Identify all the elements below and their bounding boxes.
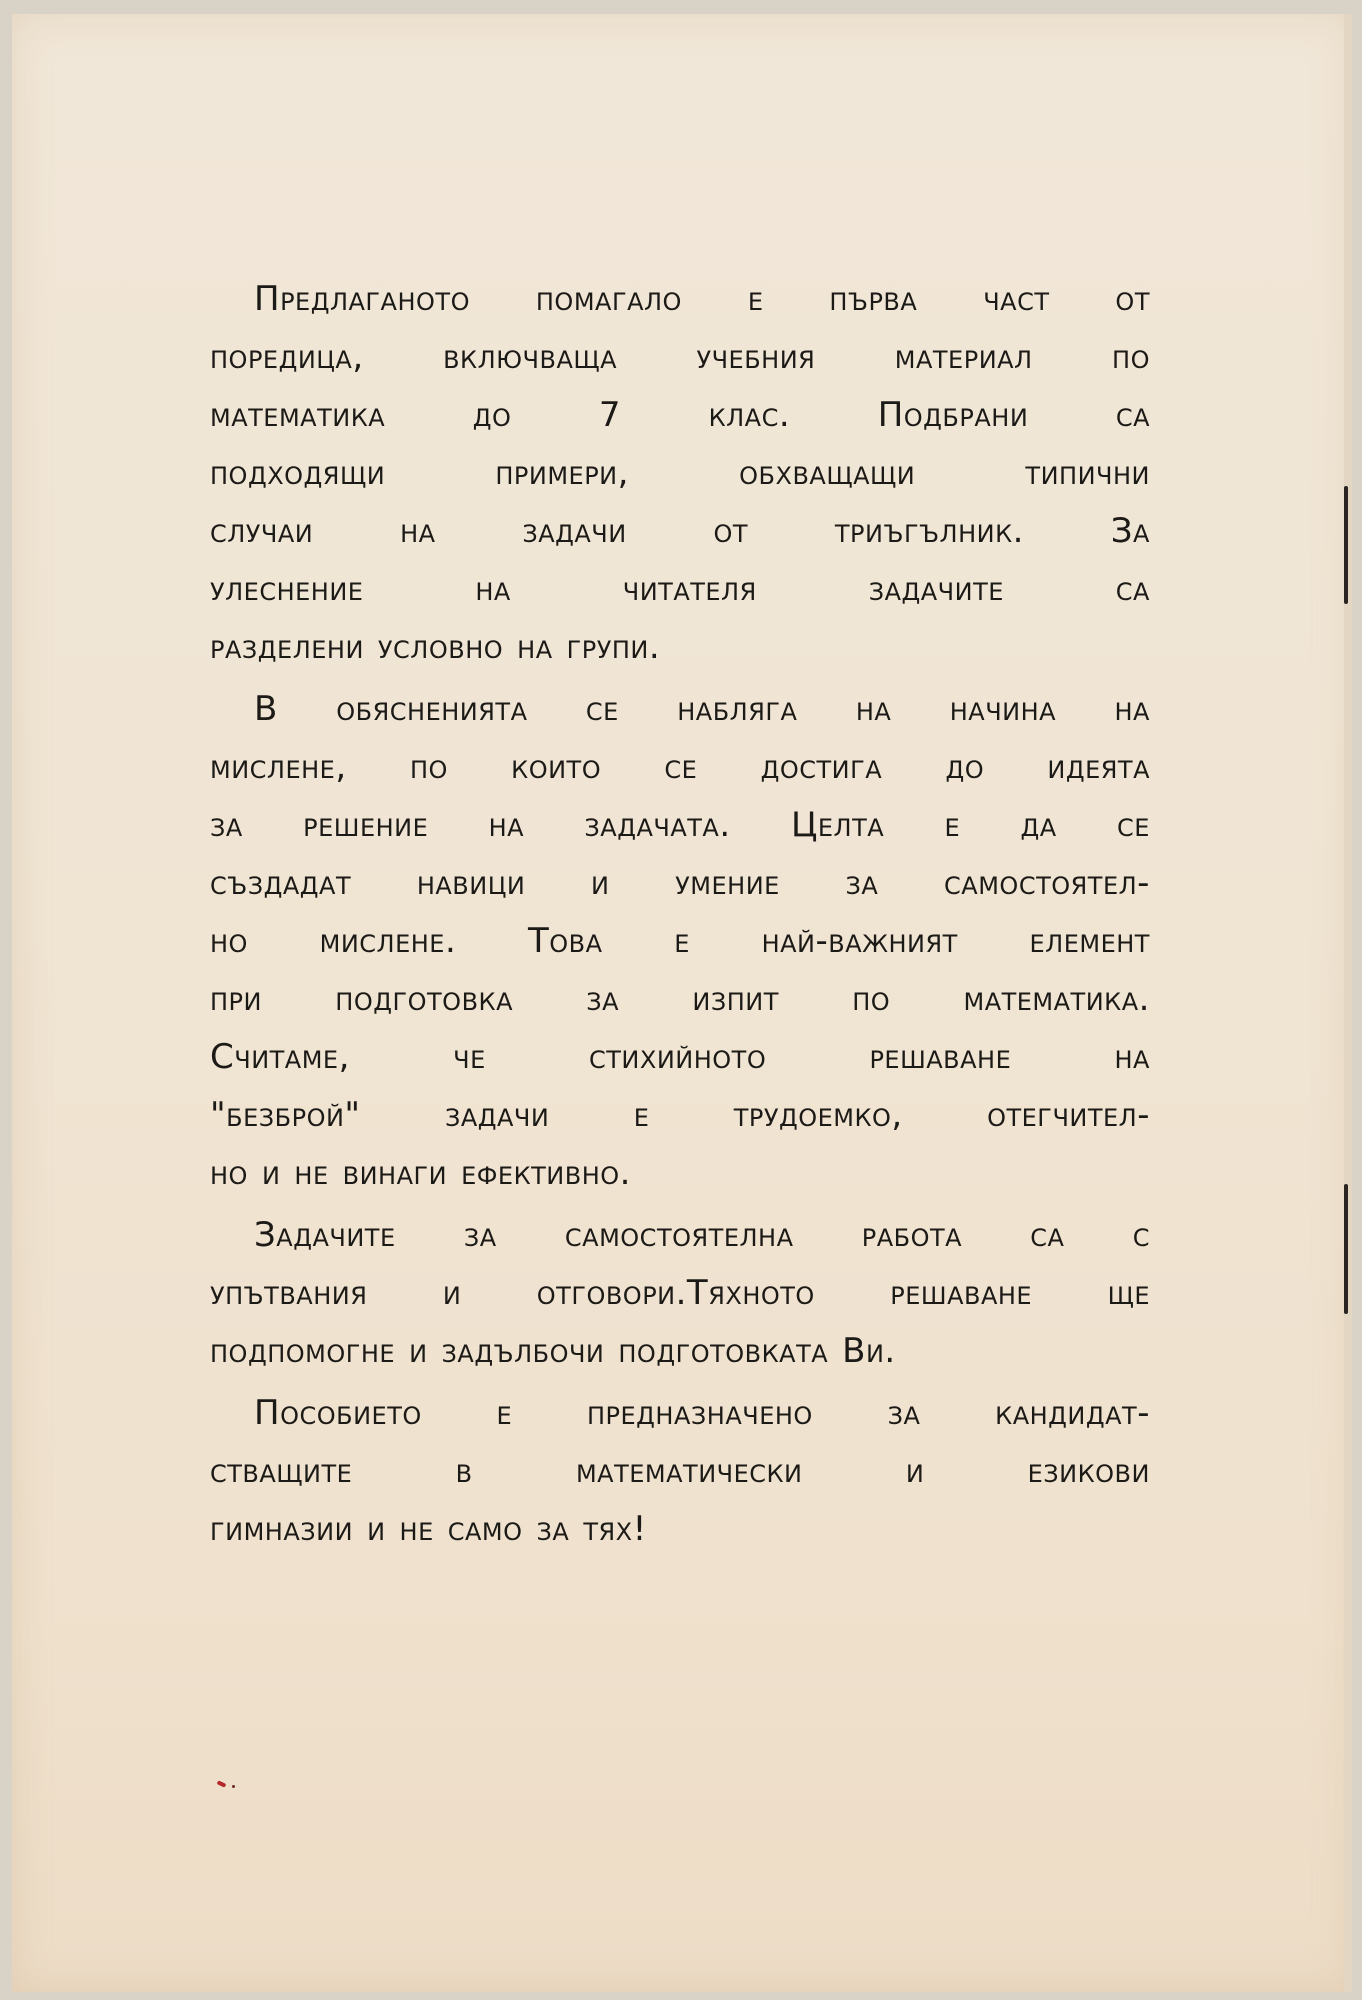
- word: тях!: [583, 1509, 647, 1549]
- text-line: [210, 1264, 1150, 1322]
- word: са: [1030, 1215, 1065, 1255]
- text-line: [210, 912, 1150, 970]
- word: групи.: [566, 627, 661, 667]
- word: за: [210, 805, 243, 845]
- text-line: [210, 444, 1150, 502]
- word: предназначено: [586, 1393, 813, 1433]
- word: учебния: [696, 337, 816, 377]
- word: Ви.: [842, 1331, 896, 1371]
- word: езикови: [1027, 1451, 1150, 1491]
- word: на: [1114, 1037, 1150, 1077]
- word: типични: [1025, 453, 1150, 493]
- word: математика.: [963, 979, 1150, 1019]
- word: включваща: [443, 337, 618, 377]
- word: Задачите: [254, 1215, 396, 1255]
- text-line: [210, 270, 1150, 328]
- word: е: [633, 1095, 650, 1135]
- word: на: [488, 805, 525, 845]
- word: елемент: [1029, 921, 1150, 961]
- word: триъгълник.: [834, 511, 1024, 551]
- word: и: [591, 863, 610, 903]
- word: отговори.Тяхното: [536, 1273, 815, 1313]
- word: отегчител-: [987, 1095, 1150, 1135]
- word: са: [1115, 569, 1150, 609]
- text-line: [210, 738, 1150, 796]
- text-line: [210, 386, 1150, 444]
- word: Подбрани: [877, 395, 1029, 435]
- word: и: [409, 1331, 428, 1371]
- word: от: [1115, 279, 1150, 319]
- word: при: [210, 979, 262, 1019]
- word: случаи: [210, 511, 314, 551]
- word: за: [536, 1509, 570, 1549]
- word: с: [1132, 1215, 1150, 1255]
- word: на: [517, 627, 553, 667]
- text-line: [210, 1028, 1150, 1086]
- word: помагало: [535, 279, 682, 319]
- text-line: [210, 796, 1150, 854]
- text-line: [210, 1384, 1150, 1442]
- book-page: [12, 14, 1352, 1992]
- text-line: [210, 560, 1150, 618]
- word: на: [400, 511, 436, 551]
- text-line: [210, 1206, 1150, 1264]
- page-edge: [1344, 14, 1352, 1992]
- paragraph: [210, 680, 1150, 1202]
- word: математически: [575, 1451, 803, 1491]
- word: подготовка: [335, 979, 513, 1019]
- word: и: [905, 1451, 925, 1491]
- word: за: [887, 1393, 921, 1433]
- word: на: [1114, 689, 1150, 729]
- word: не: [399, 1509, 434, 1549]
- word: за: [586, 979, 620, 1019]
- binding-mark-lower: [1344, 1184, 1348, 1314]
- word: 7: [598, 395, 622, 435]
- text-line: [210, 680, 1150, 738]
- word: разделени: [210, 627, 364, 667]
- word: ще: [1107, 1273, 1150, 1313]
- word: е: [496, 1393, 513, 1433]
- word: примери,: [495, 453, 629, 493]
- word: най-важният: [761, 921, 958, 961]
- text-line: [210, 502, 1150, 560]
- binding-mark-upper: [1344, 486, 1348, 604]
- word: Целта: [790, 805, 885, 845]
- word: че: [453, 1037, 486, 1077]
- word: не: [294, 1153, 329, 1193]
- word: по: [852, 979, 891, 1019]
- paragraph: [210, 1206, 1150, 1380]
- word: за: [463, 1215, 497, 1255]
- word: поредица,: [210, 337, 364, 377]
- word: достига: [760, 747, 883, 787]
- word: да: [1020, 805, 1057, 845]
- word: за: [845, 863, 879, 903]
- word: подготовката: [618, 1331, 829, 1371]
- word: условно: [377, 627, 504, 667]
- word: винаги: [342, 1153, 448, 1193]
- word: се: [585, 689, 619, 729]
- word: част: [983, 279, 1050, 319]
- word: задачата.: [584, 805, 731, 845]
- ink-mark: [217, 1780, 227, 1787]
- preface-text: [210, 270, 1150, 1562]
- word: За: [1110, 511, 1150, 551]
- word: се: [1116, 805, 1150, 845]
- text-line: [210, 1500, 1150, 1558]
- paragraph: [210, 1384, 1150, 1558]
- word: които: [511, 747, 602, 787]
- word: и: [367, 1509, 386, 1549]
- word: Предлаганото: [254, 279, 470, 319]
- text-line: [210, 618, 1150, 676]
- word: на: [475, 569, 511, 609]
- word: до: [472, 395, 512, 435]
- word: Пособието: [254, 1393, 422, 1433]
- text-line: [210, 1322, 1150, 1380]
- word: изпит: [692, 979, 779, 1019]
- word: стващите: [210, 1451, 353, 1491]
- word: по: [1112, 337, 1150, 377]
- word: стихийното: [589, 1037, 767, 1077]
- word: се: [664, 747, 698, 787]
- text-line: [210, 1144, 1150, 1202]
- word: материал: [894, 337, 1033, 377]
- word: набляга: [677, 689, 798, 729]
- text-line: [210, 1086, 1150, 1144]
- word: по: [409, 747, 448, 787]
- word: са: [1115, 395, 1150, 435]
- word: но: [210, 921, 248, 961]
- word: до: [945, 747, 985, 787]
- word: обясненията: [336, 689, 528, 729]
- word: читателя: [622, 569, 757, 609]
- word: само: [447, 1509, 523, 1549]
- word: от: [713, 511, 749, 551]
- word: е: [944, 805, 961, 845]
- word: математика: [210, 395, 386, 435]
- word: и: [442, 1273, 462, 1313]
- word: умение: [675, 863, 780, 903]
- word: Това: [527, 921, 603, 961]
- word: задачи: [522, 511, 627, 551]
- word: е: [674, 921, 690, 961]
- word: първа: [829, 279, 918, 319]
- word: е: [747, 279, 764, 319]
- word: мислене,: [210, 747, 347, 787]
- word: улеснение: [210, 569, 364, 609]
- text-line: [210, 970, 1150, 1028]
- word: работа: [861, 1215, 963, 1255]
- word: навици: [416, 863, 526, 903]
- word: ефективно.: [461, 1153, 631, 1193]
- word: решаване: [890, 1273, 1033, 1313]
- word: упътвания: [210, 1273, 368, 1313]
- word: но: [210, 1153, 248, 1193]
- word: Считаме,: [210, 1037, 350, 1077]
- text-line: [210, 328, 1150, 386]
- word: клас.: [708, 395, 791, 435]
- word: В: [254, 689, 278, 729]
- word: решаване: [869, 1037, 1012, 1077]
- word: мислене.: [319, 921, 457, 961]
- text-line: [210, 1442, 1150, 1500]
- word: трудоемко,: [733, 1095, 903, 1135]
- word: в: [455, 1451, 473, 1491]
- word: самостоятелна: [564, 1215, 794, 1255]
- word: гимназии: [210, 1509, 354, 1549]
- text-line: [210, 854, 1150, 912]
- paragraph: [210, 270, 1150, 676]
- word: кандидат-: [995, 1393, 1150, 1433]
- word: задачи: [444, 1095, 550, 1135]
- word: обхващащи: [739, 453, 916, 493]
- word: създадат: [210, 863, 352, 903]
- word: и: [261, 1153, 281, 1193]
- word: самостоятел-: [944, 863, 1150, 903]
- word: начина: [949, 689, 1057, 729]
- ink-dot: [232, 1785, 235, 1788]
- word: решение: [303, 805, 429, 845]
- word: "безброй": [210, 1095, 361, 1135]
- word: на: [855, 689, 892, 729]
- word: задачите: [868, 569, 1004, 609]
- word: подходящи: [210, 453, 386, 493]
- word: задълбочи: [441, 1331, 605, 1371]
- word: подпомогне: [210, 1331, 396, 1371]
- word: идеята: [1047, 747, 1150, 787]
